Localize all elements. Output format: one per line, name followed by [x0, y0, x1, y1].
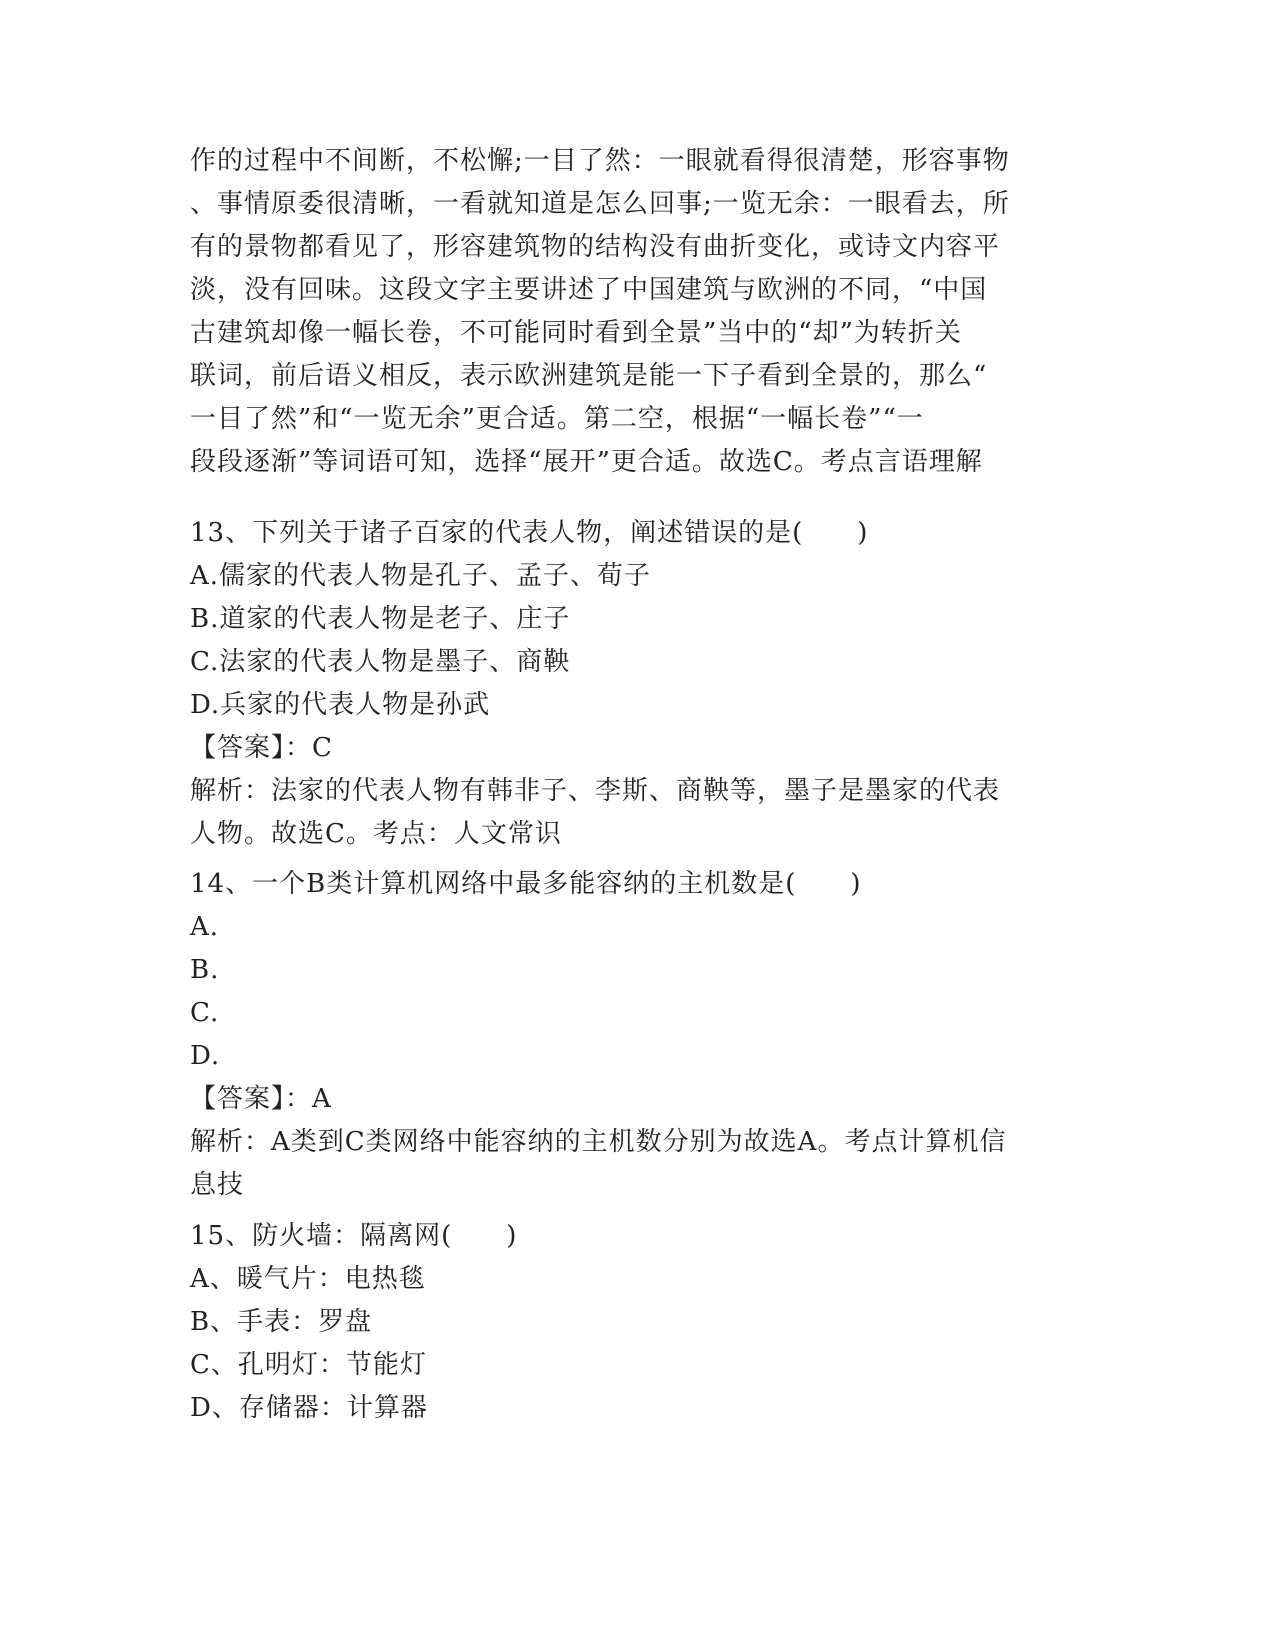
option-b: B.	[190, 955, 220, 985]
explanation-line: 有的景物都看见了，形容建筑物的结构没有曲折变化，或诗文内容平	[190, 232, 1001, 262]
explanation-line: 解析：法家的代表人物有韩非子、李斯、商鞅等，墨子是墨家的代表	[190, 776, 1001, 806]
explanation-line: 段段逐渐”等词语可知，选择“展开”更合适。故选C。考点言语理解	[190, 447, 983, 477]
explanation-line: 古建筑却像一幅长卷，不可能同时看到全景”当中的“却”为转折关	[190, 318, 962, 348]
option-d: D、存储器：计算器	[190, 1393, 428, 1423]
explanation-line: 解析：A类到C类网络中能容纳的主机数分别为故选A。考点计算机信	[190, 1127, 1007, 1157]
explanation-line: 联词，前后语义相反，表示欧洲建筑是能一下子看到全景的，那么“	[190, 361, 988, 391]
option-c: C.法家的代表人物是墨子、商鞅	[190, 647, 571, 677]
explanation-line: 一目了然”和“一览无余”更合适。第二空，根据“一幅长卷”“一	[190, 404, 924, 434]
option-b: B、手表：罗盘	[190, 1307, 373, 1337]
question-13	[190, 512, 1090, 856]
option-c: C.	[190, 998, 220, 1028]
question-15	[190, 1215, 1090, 1430]
option-a: A.儒家的代表人物是孔子、孟子、荀子	[190, 561, 652, 591]
explanation-line: 淡，没有回味。这段文字主要讲述了中国建筑与欧洲的不同，“中国	[190, 275, 988, 305]
option-d: D.	[190, 1041, 221, 1071]
question-stem: 15、防火墙：隔离网( )	[190, 1221, 518, 1251]
option-a: A.	[190, 912, 220, 942]
explanation-line: 人物。故选C。考点：人文常识	[190, 819, 562, 849]
option-a: A、暖气片：电热毯	[190, 1264, 426, 1294]
option-b: B.道家的代表人物是老子、庄子	[190, 604, 571, 634]
question-stem: 14、一个B类计算机网络中最多能容纳的主机数是( )	[190, 869, 862, 899]
answer-line: 【答案】：C	[190, 733, 333, 763]
previous-explanation	[190, 140, 1090, 484]
question-14	[190, 863, 1090, 1207]
explanation-line: 作的过程中不间断，不松懈;一目了然：一眼就看得很清楚，形容事物	[190, 146, 1010, 176]
explanation-line: 息技	[190, 1170, 245, 1200]
question-stem: 13、下列关于诸子百家的代表人物，阐述错误的是( )	[190, 518, 869, 548]
explanation-line: 、事情原委很清晰，一看就知道是怎么回事;一览无余：一眼看去，所	[190, 189, 1010, 219]
option-d: D.兵家的代表人物是孙武	[190, 690, 491, 720]
option-c: C、孔明灯：节能灯	[190, 1350, 427, 1380]
answer-line: 【答案】：A	[190, 1084, 332, 1114]
